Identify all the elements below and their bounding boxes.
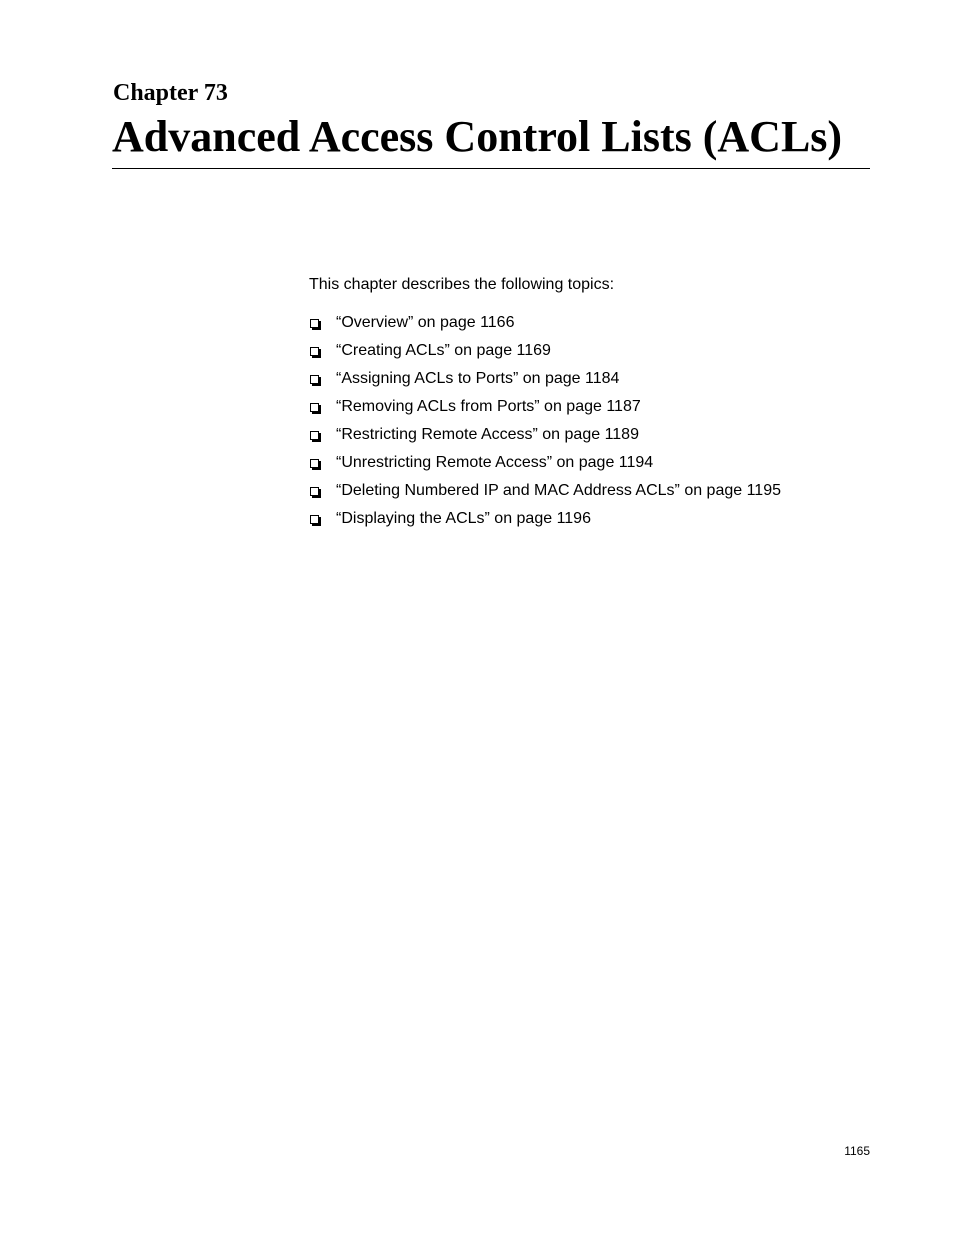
chapter-title: Advanced Access Control Lists (ACLs) <box>112 112 843 161</box>
topic-item[interactable] <box>309 480 781 508</box>
page-number: 1165 <box>844 1144 870 1158</box>
intro-text: This chapter describes the following topics: <box>309 276 615 293</box>
chapter-label: Chapter 73 <box>113 80 228 106</box>
checkbox-bullet-icon <box>310 515 319 524</box>
topic-link[interactable]: “Removing ACLs from Ports” on page 1187 <box>336 398 641 415</box>
topic-link[interactable]: “Overview” on page 1166 <box>336 314 515 331</box>
topic-item[interactable] <box>309 508 781 536</box>
topic-link[interactable]: “Creating ACLs” on page 1169 <box>336 342 551 359</box>
topic-link[interactable]: “Assigning ACLs to Ports” on page 1184 <box>336 370 620 387</box>
checkbox-bullet-icon <box>310 487 319 496</box>
topic-link[interactable]: “Displaying the ACLs” on page 1196 <box>336 510 591 527</box>
topic-link[interactable]: “Restricting Remote Access” on page 1189 <box>336 426 639 443</box>
topic-link[interactable]: “Deleting Numbered IP and MAC Address ACLs” on page 1195 <box>336 482 781 499</box>
checkbox-bullet-icon <box>310 403 319 412</box>
title-rule <box>112 168 870 169</box>
checkbox-bullet-icon <box>310 347 319 356</box>
topic-item[interactable] <box>309 424 781 452</box>
topic-item[interactable] <box>309 368 781 396</box>
topic-link[interactable]: “Unrestricting Remote Access” on page 1194 <box>336 454 654 471</box>
checkbox-bullet-icon <box>310 459 319 468</box>
topic-item[interactable] <box>309 396 781 424</box>
checkbox-bullet-icon <box>310 375 319 384</box>
checkbox-bullet-icon <box>310 431 319 440</box>
checkbox-bullet-icon <box>310 319 319 328</box>
topic-item[interactable] <box>309 340 781 368</box>
topic-list <box>309 312 781 536</box>
topic-item[interactable] <box>309 452 781 480</box>
topic-item[interactable] <box>309 312 781 340</box>
